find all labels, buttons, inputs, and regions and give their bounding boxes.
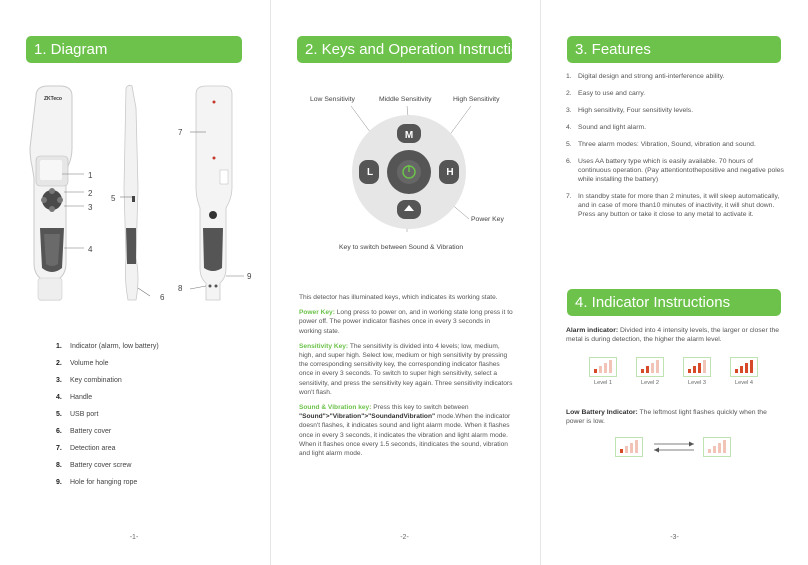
intensity-bar <box>646 366 649 373</box>
device-front-view <box>30 86 72 300</box>
power-key-label: Power Key <box>471 216 504 223</box>
callout-7: 7 <box>178 128 183 137</box>
alarm-indicator-text: Alarm indicator: Divided into 4 intensity levels, the larger or closer the metal is during detection, the higher the alarm level. <box>566 327 780 344</box>
diagram-legend <box>56 342 256 495</box>
legend-item: 3. Key combination <box>56 377 122 384</box>
page-number: -3- <box>670 534 679 541</box>
level-2-label: Level 2 <box>640 380 660 386</box>
flash-arrows-icon <box>652 440 696 454</box>
level-4-box <box>730 357 758 377</box>
intensity-bar <box>656 360 659 373</box>
power-key-paragraph: Power Key: Long press to power on, and in working state long press it to power off. The power indicator flashes once in every 3 seconds in working state. <box>299 309 513 335</box>
callout-8: 8 <box>178 284 183 293</box>
high-sensitivity-label: High Sensitivity <box>453 96 500 103</box>
legend-item: 6. Battery cover <box>56 428 112 435</box>
device-back-view <box>196 86 232 300</box>
indicator-heading: 4. Indicator Instructions <box>567 289 781 316</box>
feature-item: 2. Easy to use and carry. <box>566 90 646 97</box>
diagram-heading: 1. Diagram <box>26 36 242 63</box>
sound-vibration-key[interactable] <box>397 200 421 219</box>
legend-item: 5. USB port <box>56 411 99 418</box>
intensity-bar <box>703 360 706 373</box>
level-1-label: Level 1 <box>593 380 613 386</box>
callout-9: 9 <box>247 272 252 281</box>
features-heading: 3. Features <box>567 36 781 63</box>
feature-item: 3. High sensitivity, Four sensitivity levels. <box>566 107 694 114</box>
key-l[interactable]: L <box>366 167 374 178</box>
power-key[interactable] <box>400 161 418 183</box>
intensity-bar <box>750 360 753 373</box>
intensity-bar <box>698 363 701 373</box>
level-4-label: Level 4 <box>734 380 754 386</box>
key-m[interactable]: M <box>404 130 414 141</box>
intensity-bar <box>609 360 612 373</box>
legend-item: 2. Volume hole <box>56 360 109 367</box>
battery-indicator-lit <box>615 437 643 457</box>
device-side-view <box>124 85 138 300</box>
keys-heading: 2. Keys and Operation Instructions <box>297 36 512 63</box>
intensity-bar <box>740 366 743 373</box>
feature-item: 7. In standby state for more than 2 minutes, it will sleep automatically, and in case of more than10 minutes of inactivity, it will shut down. Press any button or take it close to any metal to activate it. <box>566 193 780 218</box>
intensity-bar <box>604 363 607 373</box>
intensity-bar <box>594 369 597 373</box>
legend-item: 8. Battery cover screw <box>56 462 132 469</box>
sensitivity-key-paragraph: Sensitivity Key: The sensitivity is divided into 4 levels; low, medium, high, and super high. Select low, medium or high sensitivity by pressing the corresponding sensitivity key, the corresponding indicator flashes once in every 3 seconds. To switch to super high sensitivity, select a sensitivity, and press the sensitivity key again. Three sensitivity indicators won't flash. <box>299 342 513 396</box>
intro-text: This detector has illuminated keys, which indicates its working state. <box>299 294 498 301</box>
keypad-diagram <box>331 104 511 234</box>
feature-item: 4. Sound and light alarm. <box>566 124 647 131</box>
callout-5: 5 <box>111 194 116 203</box>
low-sensitivity-label: Low Sensitivity <box>310 96 355 103</box>
level-3-box <box>683 357 711 377</box>
sound-vibration-paragraph: Sound & Vibration key: Press this key to switch between "Sound">"Vibration">"SoundandVibration" mode.When the indicator doesn't flashes, it indicates sound and light alarm mode. When it flashes once in every 3 seconds, it indicates the vibration and light alarm mode. When it flashes once every 1.5 seconds, itindicates the sound, vibration and light alarm mode. <box>299 404 511 458</box>
low-battery-text: Low Battery Indicator: The leftmost light flashes quickly when the power is low. <box>566 409 767 426</box>
keys-description <box>299 293 514 464</box>
level-2-box <box>636 357 664 377</box>
feature-item: 1. Digital design and strong anti-interference ability. <box>566 73 725 80</box>
callout-3: 3 <box>88 203 93 212</box>
level-3-label: Level 3 <box>687 380 707 386</box>
sound-vibration-label: Key to switch between Sound & Vibration <box>339 244 464 251</box>
legend-item: 7. Detection area <box>56 445 116 452</box>
legend-item: 9. Hole for hanging rope <box>56 479 138 486</box>
middle-sensitivity-label: Middle Sensitivity <box>379 96 432 103</box>
legend-item: 4. Handle <box>56 394 93 401</box>
callout-4: 4 <box>88 245 93 254</box>
legend-item: 1. Indicator (alarm, low battery) <box>56 343 159 350</box>
features-list <box>566 72 784 227</box>
page-number: -2- <box>400 534 409 541</box>
intensity-bar <box>599 366 602 373</box>
key-h[interactable]: H <box>446 167 454 178</box>
callout-6: 6 <box>160 293 165 302</box>
feature-item: 6. Uses AA battery type which is easily available. 70 hours of continuous operation. (Pay attentiontothepositive and negative poles while installing the battery) <box>566 158 784 183</box>
intensity-bar <box>651 363 654 373</box>
intensity-bar <box>688 369 691 373</box>
page-2 <box>270 0 538 565</box>
intensity-bar <box>735 369 738 373</box>
intensity-bar <box>745 363 748 373</box>
brand-logo: ZKTeco <box>44 96 62 102</box>
page-1 <box>0 0 268 565</box>
battery-indicator-off <box>703 437 731 457</box>
page-number: -1- <box>129 534 139 541</box>
level-1-box <box>589 357 617 377</box>
intensity-bar <box>641 369 644 373</box>
feature-item: 5. Three alarm modes: Vibration, Sound, vibration and sound. <box>566 141 756 148</box>
callout-1: 1 <box>88 171 93 180</box>
intensity-bar <box>693 366 696 373</box>
callout-2: 2 <box>88 189 93 198</box>
device-diagram <box>0 78 268 318</box>
